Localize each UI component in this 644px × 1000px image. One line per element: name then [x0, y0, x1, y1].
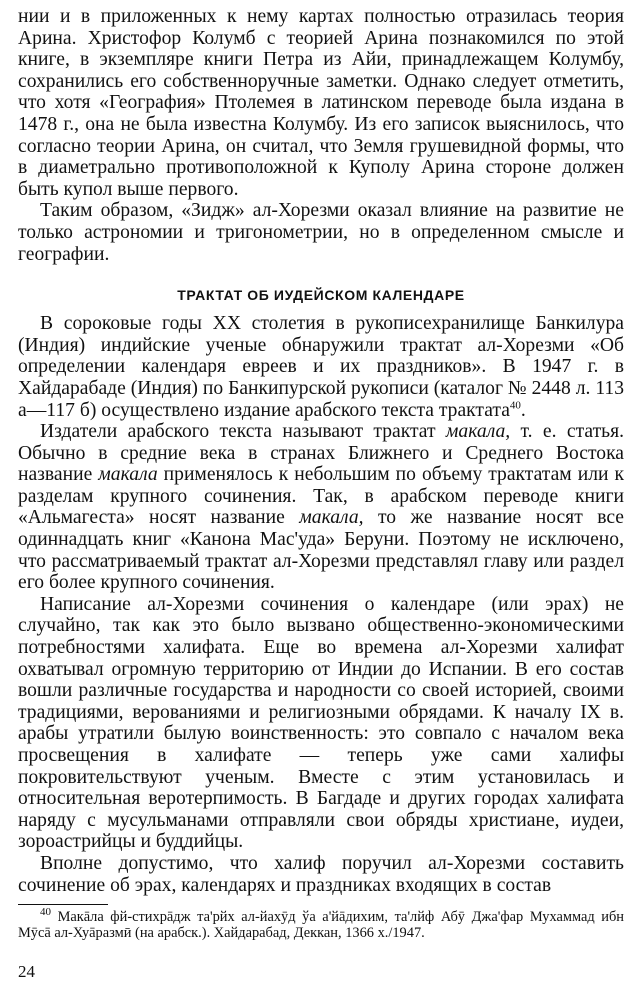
- paragraph-discovery: [18, 313, 624, 421]
- paragraph-caliphate: Написание ал-Хорезми сочинения о календаре (или эрах) не случайно, так как это было вызвано общественно-экономическими потребностями халифата. Еще во времена ал-Хорезми халифат охватывал огромную территорию от Индии до Испании. В его состав вошли различные государства и народности со своей историей, своими традициями, верованиями и религиозными обрядами. К началу IX в. арабы утратили былую воинственность: это совпало с началом века просвещения в халифате — теперь уже сами халифы покровительствуют ученым. Вместе с этим установилась и относительная веротерпимость. В Багдаде и других городах халифата наряду с мусульманами отправляли свои обряды христиане, иудеи, зороастрийцы и буддийцы.: [18, 593, 624, 853]
- paragraph-discovery-end: .: [520, 399, 526, 421]
- makala-text-d: то же название носят все одиннадцать книг «Канона Мас'уда» Беруни. Поэтому не исключено, что рассматриваемый трактат ал-Хорезми представлял главу или раздел его более крупного сочинения.: [18, 507, 624, 594]
- makala-term-3: макала,: [299, 507, 364, 529]
- footnote-divider: [18, 904, 108, 905]
- footnote: [18, 906, 624, 942]
- paragraph-makala: [18, 421, 624, 594]
- footnote-number: 40: [40, 906, 51, 919]
- makala-term-2: макала: [98, 464, 158, 486]
- section-title: ТРАКТАТ ОБ ИУДЕЙСКОМ КАЛЕНДАРЕ: [177, 287, 465, 304]
- paragraph-continued: нии и в приложенных к нему картах полностью отразилась теория Арина. Христофор Колумб с теорией Арина познакомился по этой книге, в экземпляре книги Петра из Айи, принадлежащем Колумбу, сохранились его собственноручные заметки. Однако следует отметить, что хотя «География» Птолемея в латинском переводе была издана в 1478 г., она не была известна Колумбу. Из его записок выяснилось, что согласно теории Арина, он считал, что Земля грушевидной формы, что в диаметрально противоположной к Куполу Арина стороне должен быть купол выше первого.: [18, 6, 624, 200]
- makala-text-a: Издатели арабского текста называют трактат: [40, 421, 446, 443]
- page-number: 24: [18, 962, 35, 981]
- paragraph-discovery-text: В сороковые годы XX столетия в рукописехранилище Банкилура (Индия) индийские ученые обнаружили трактат ал-Хорезми «Об определении календаря евреев и их праздников». В 1947 г. в Хайдарабаде (Индия) по Банкипурской рукописи (каталог № 2448 л. 113 а—117 б) осуществлено издание арабского текста трактата: [18, 313, 624, 421]
- paragraph-conclusion: Таким образом, «Зидж» ал-Хорезми оказал влияние на развитие не только астрономии и тригонометрии, но в определенном смысле и географии.: [18, 200, 624, 265]
- footnote-text: Макāла фй-стихрāдж та'рйх ал-йахӯд ўа а'йāдихим, та'лйф Абӯ Джа'фар Мухаммад ибн Мӯсā ал-Хуāразмӣ (на арабск.). Хайдарабад, Деккан, 1366 х./1947.: [18, 909, 624, 942]
- makala-term-1: макала,: [445, 421, 511, 443]
- paragraph-commission: Вполне допустимо, что халиф поручил ал-Хорезми составить сочинение об эрах, календарях и праздниках входящих в состав: [18, 852, 624, 896]
- footnote-ref[interactable]: 40: [509, 398, 521, 411]
- makala-text-b: т. е. статья. Обычно в средние века в странах Ближнего и Среднего Востока название: [18, 421, 624, 486]
- makala-text-c: применялось к небольшим по объему трактатам или к разделам крупного сочинения. Так, в арабском переводе книги «Альмагеста» носят название: [18, 464, 624, 529]
